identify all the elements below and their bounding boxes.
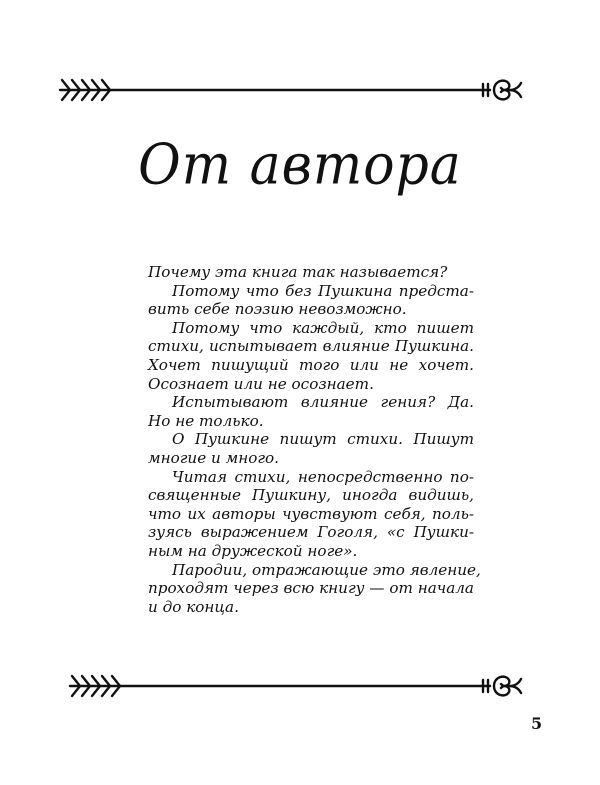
text-line: священные Пушкину, иногда видишь, [148,486,474,505]
text-line: что их авторы чувствуют себя, поль- [148,504,474,523]
text-line: Но не только. [148,411,264,430]
text-line: многие и много. [148,448,280,467]
text-line: О Пушкине пишут стихи. Пишут [172,430,474,449]
text-line: проходят через всю книгу — от начала [148,579,474,598]
text-line: стихи, испытывает влияние Пушкина. [148,337,474,356]
paragraph [148,393,474,430]
text-line: Осознает или не осознает. [148,374,374,393]
text-line: Пародии, отражающие это явление, [172,560,481,579]
text-line: вить себе поэзию невозможно. [148,300,407,319]
paragraph [148,468,474,561]
text-line: Потому что без Пушкина предста- [172,281,474,300]
author-preface-text [148,263,481,616]
text-line: и до конца. [148,597,239,616]
paragraph [148,430,474,467]
paragraph [148,263,474,282]
paragraph [148,319,474,393]
text-line: зуясь выражением Гоголя, «с Пушки- [148,523,474,542]
text-line: Испытывают влияние гения? Да. [172,393,474,412]
paragraph [148,282,474,319]
paragraph [148,560,481,617]
page-title: От автора [138,132,462,198]
text-line: Почему эта книга так называется? [148,263,448,281]
arrow-flourish-icon [0,70,600,110]
text-line: Потому что каждый, кто пишет [172,318,474,337]
bottom-ornament-divider [0,666,600,706]
text-line: Читая стихи, непосредственно по- [172,467,474,486]
text-line: ным на дружеской ноге». [148,541,358,560]
text-line: Хочет пишущий того или не хочет. [148,355,474,374]
top-ornament-divider [0,70,600,110]
arrow-flourish-icon [0,666,600,706]
page-number: 5 [531,714,543,733]
